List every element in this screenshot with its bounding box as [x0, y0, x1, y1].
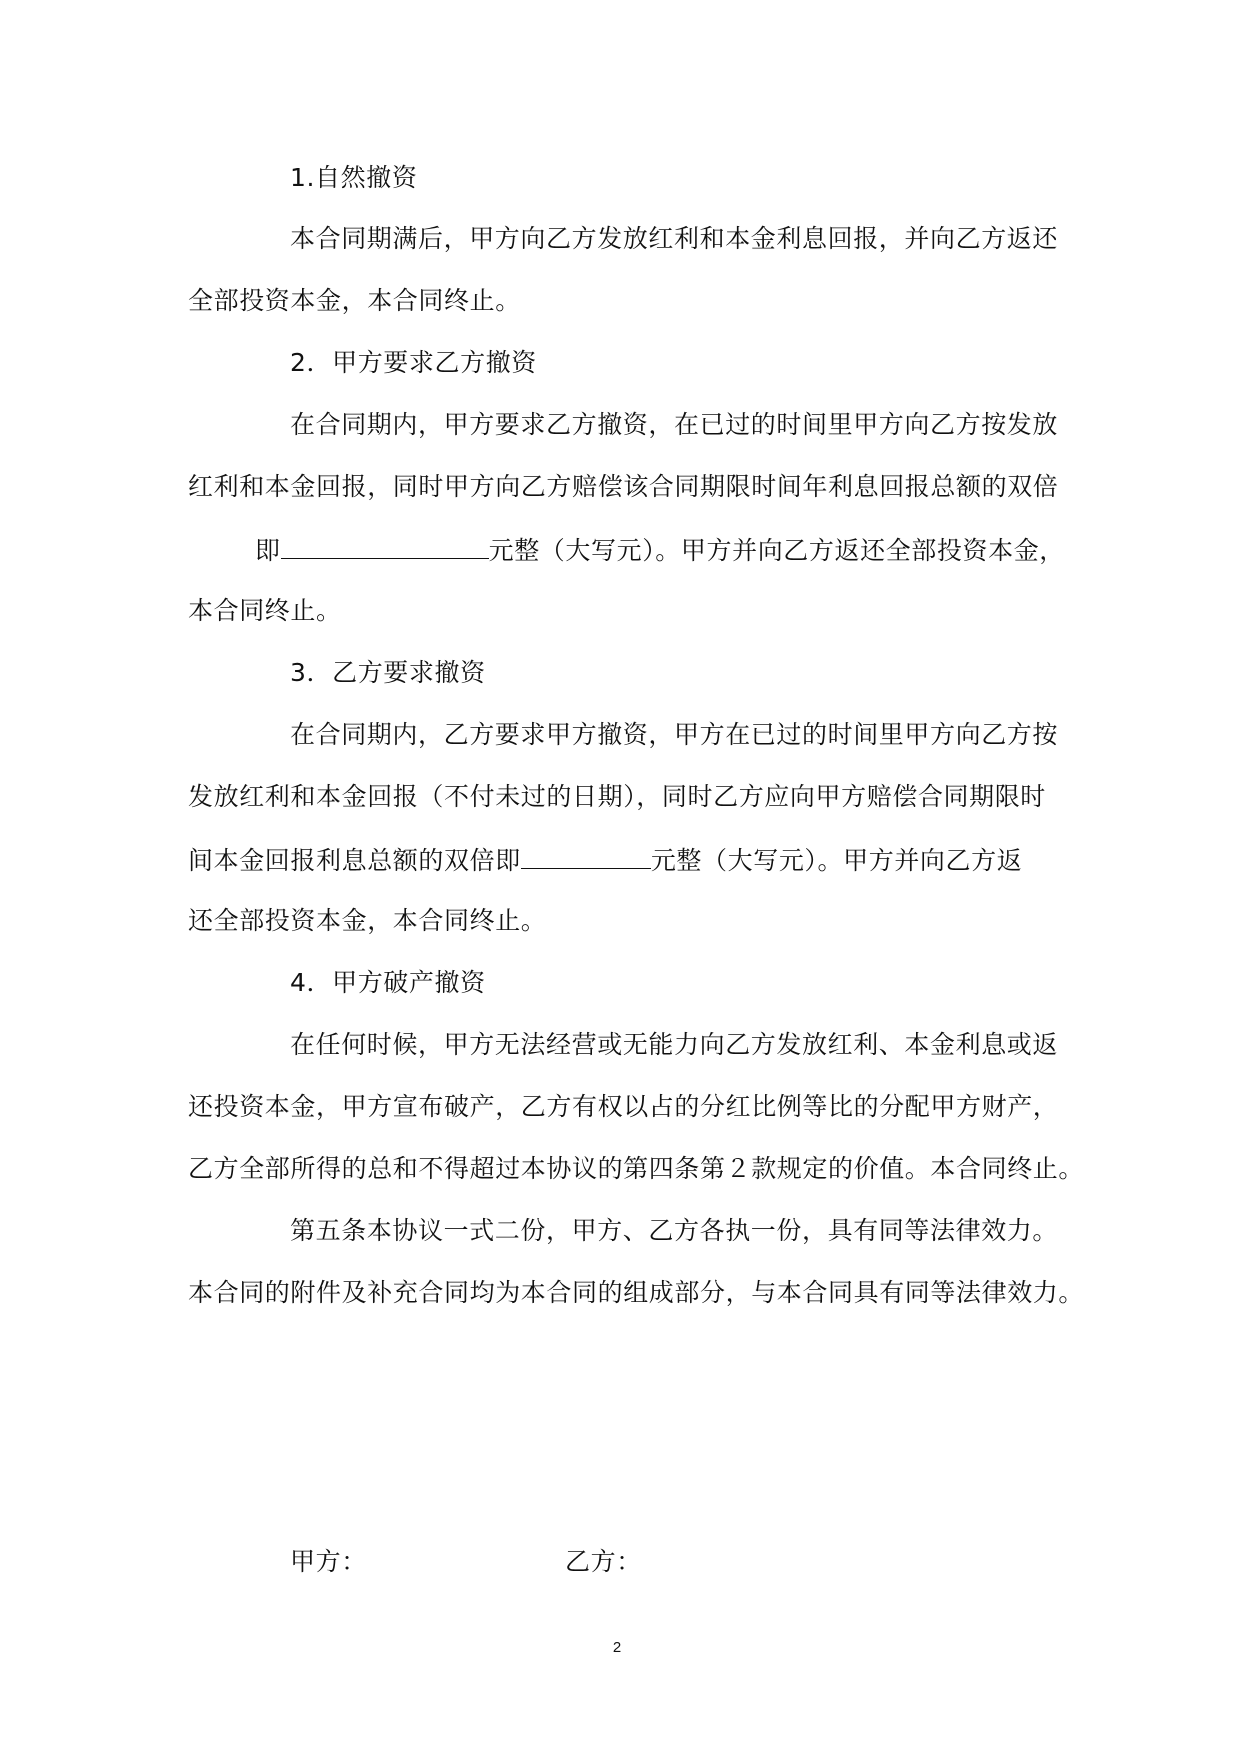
section-2-heading: 2．甲方要求乙方撤资 — [290, 348, 537, 377]
section-3-paragraph-line-1: 在合同期内，乙方要求甲方撤资，甲方在已过的时间里甲方向乙方按 — [290, 720, 1059, 749]
section-3-amount-suffix: 元整（大写元）。甲方并向乙方返 — [650, 846, 1023, 875]
section-3-amount-prefix: 间本金回报利息总额的双倍即 — [188, 846, 521, 875]
article-5-line-1: 第五条本协议一式二份，甲方、乙方各执一份，具有同等法律效力。 — [290, 1216, 1059, 1245]
section-3-paragraph-line-4: 还全部投资本金，本合同终止。 — [188, 906, 547, 935]
page-number: 2 — [612, 1639, 622, 1656]
section-1-heading: 1.自然撤资 — [290, 163, 418, 192]
signature-party-a: 甲方： — [290, 1547, 367, 1576]
section-3-amount-blank — [521, 842, 651, 869]
section-2-amount-blank — [281, 532, 489, 559]
section-3-heading: 3．乙方要求撤资 — [290, 658, 486, 687]
section-4-paragraph-line-1: 在任何时候，甲方无法经营或无能力向乙方发放红利、本金利息或返 — [290, 1030, 1059, 1059]
section-2-paragraph-line-4: 本合同终止。 — [188, 596, 342, 625]
section-1-paragraph-line-2: 全部投资本金，本合同终止。 — [188, 286, 521, 315]
signature-party-b: 乙方： — [565, 1547, 642, 1576]
section-1-paragraph-line-1: 本合同期满后，甲方向乙方发放红利和本金利息回报，并向乙方返还 — [290, 224, 1059, 253]
section-2-amount-prefix: 即 — [255, 536, 281, 565]
section-2-paragraph-line-2: 红利和本金回报，同时甲方向乙方赔偿该合同期限时间年利息回报总额的双倍 — [188, 472, 1059, 501]
section-4-paragraph-line-2: 还投资本金，甲方宣布破产，乙方有权以占的分红比例等比的分配甲方财产， — [188, 1092, 1059, 1121]
section-2-amount-suffix: 元整（大写元）。甲方并向乙方返还全部投资本金， — [488, 536, 1065, 565]
section-2-paragraph-line-3 — [255, 532, 1065, 568]
section-2-paragraph-line-1: 在合同期内，甲方要求乙方撤资，在已过的时间里甲方向乙方按发放 — [290, 410, 1059, 439]
section-3-paragraph-line-2: 发放红利和本金回报（不付未过的日期），同时乙方应向甲方赔偿合同期限时 — [188, 782, 1046, 811]
section-4-paragraph-line-3: 乙方全部所得的总和不得超过本协议的第四条第２款规定的价值。本合同终止。 — [188, 1154, 1085, 1183]
article-5-line-2: 本合同的附件及补充合同均为本合同的组成部分，与本合同具有同等法律效力。 — [188, 1278, 1085, 1307]
section-3-paragraph-line-3 — [188, 842, 1022, 878]
section-4-heading: 4．甲方破产撤资 — [290, 968, 486, 997]
